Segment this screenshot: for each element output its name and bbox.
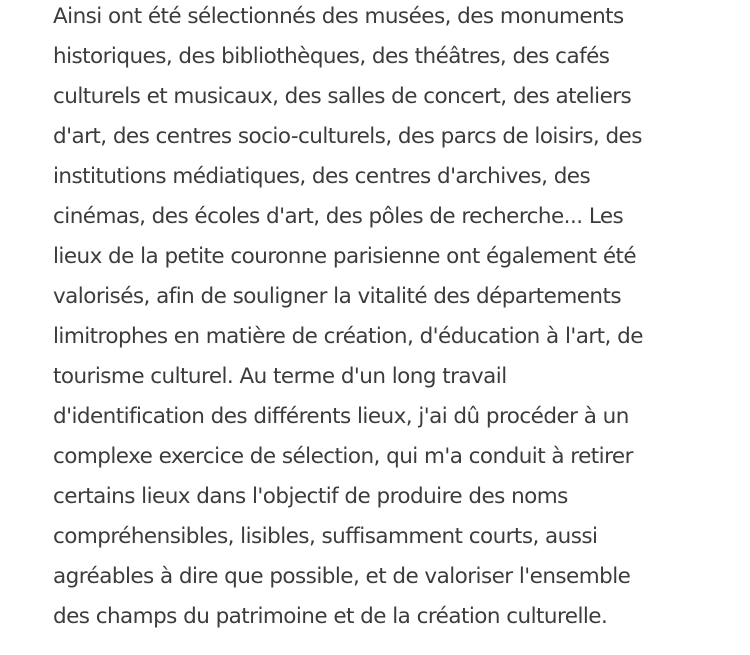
paragraph-line: Ainsi ont été sélectionnés des musées, des monuments [53,4,624,29]
paragraph-line: institutions médiatiques, des centres d'archives, des [53,164,591,189]
paragraph-line: agréables à dire que possible, et de valoriser l'ensemble [53,564,631,589]
paragraph-line: cinémas, des écoles d'art, des pôles de recherche... Les [53,204,624,229]
paragraph-line: certains lieux dans l'objectif de produire des noms [53,484,568,509]
body-paragraph [53,0,733,637]
paragraph-line: culturels et musicaux, des salles de concert, des ateliers [53,84,632,109]
paragraph-line: complexe exercice de sélection, qui m'a conduit à retirer [53,444,633,469]
paragraph-line: d'art, des centres socio-culturels, des parcs de loisirs, des [53,124,642,149]
paragraph-line: compréhensibles, lisibles, suffisamment courts, aussi [53,524,598,549]
paragraph-line: historiques, des bibliothèques, des théâtres, des cafés [53,44,610,69]
paragraph-line: limitrophes en matière de création, d'éducation à l'art, de [53,324,643,349]
paragraph-line: valorisés, afin de souligner la vitalité des départements [53,284,622,309]
paragraph-line: d'identification des différents lieux, j'ai dû procéder à un [53,404,629,429]
paragraph-line: lieux de la petite couronne parisienne ont également été [53,244,637,269]
paragraph-line: tourisme culturel. Au terme d'un long travail [53,364,507,389]
paragraph-line: des champs du patrimoine et de la création culturelle. [53,604,608,629]
